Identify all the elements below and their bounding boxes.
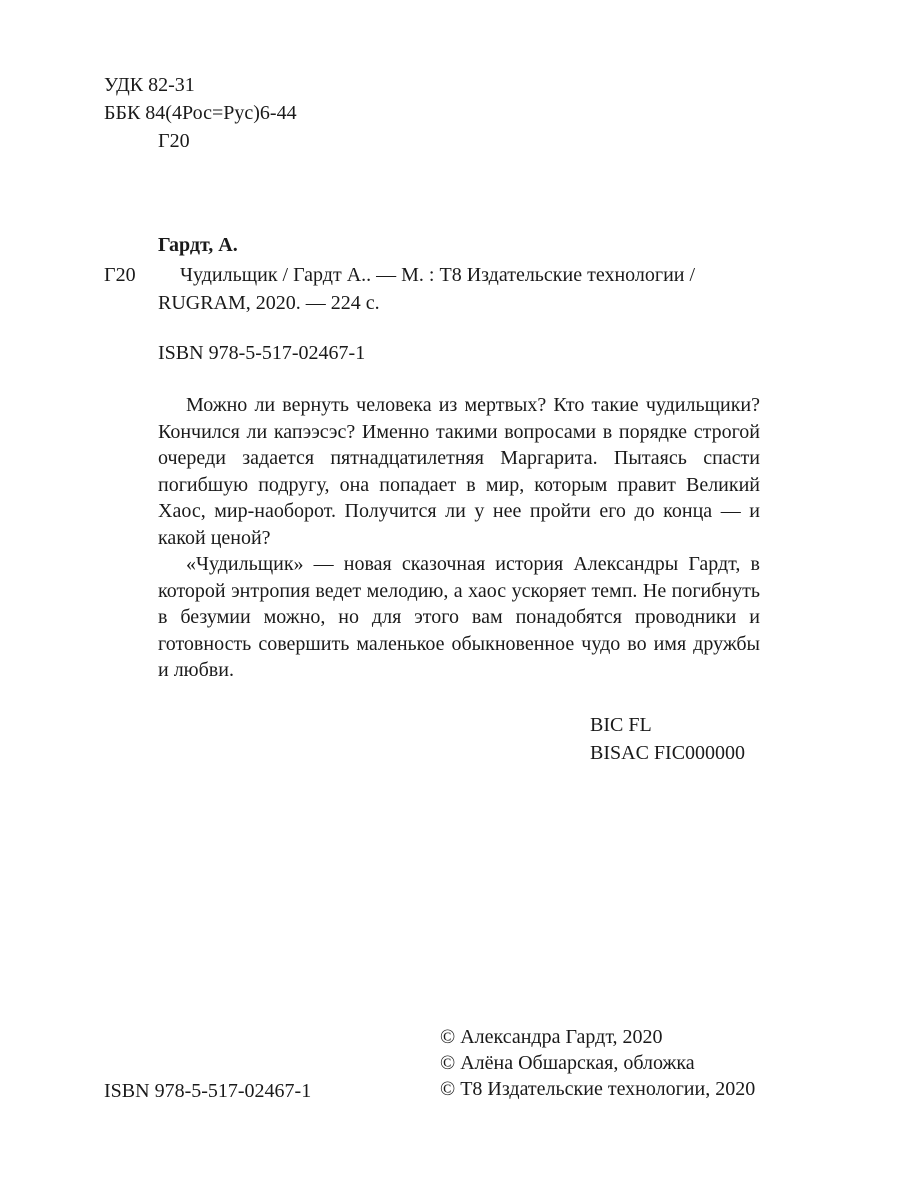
copyright-cover: © Алёна Обшарская, обложка: [440, 1052, 695, 1074]
citation-line-2: RUGRAM, 2020. — 224 с.: [158, 292, 380, 314]
citation-line-1: Чудильщик / Гардт А.. — М. : Т8 Издательские технологии /: [180, 264, 696, 286]
annotation-paragraph-2: «Чудильщик» — новая сказочная история Александры Гардт, в которой энтропия ведет мелодию, а хаос ускоряет темп. Не погибнуть в безумии можно, но для этого вам понадобятся проводники и готовность совершить маленькое обыкновенное чудо во имя дружбы и любви.: [158, 553, 760, 681]
bbk-code: ББК 84(4Рос=Рус)6-44: [104, 102, 297, 124]
annotation: [158, 392, 760, 684]
isbn-bottom: ISBN 978-5-517-02467-1: [104, 1080, 312, 1102]
copyright-author: © Александра Гардт, 2020: [440, 1026, 663, 1048]
annotation-paragraph-1: Можно ли вернуть человека из мертвых? Кто такие чудильщики? Кончился ли капээсэс? Именно такими вопросами в порядке строгой очереди задается пятнадцатилетняя Маргарита. Пытаясь спасти погибшую подругу, она попадает в мир, которым правит Великий Хаос, мир-наоборот. Получится ли у нее пройти его до конца — и какой ценой?: [158, 394, 760, 549]
copyright-publisher: © Т8 Издательские технологии, 2020: [440, 1078, 756, 1100]
bic-code: BIC FL: [590, 714, 652, 736]
bisac-code: BISAC FIC000000: [590, 742, 746, 764]
cutter-code-left: Г20: [104, 264, 136, 286]
udk-code: УДК 82-31: [104, 74, 195, 96]
cutter-code-top: Г20: [158, 130, 190, 152]
author-heading: Гардт, А.: [158, 234, 238, 256]
copyright-block: [440, 1024, 755, 1102]
isbn-main: ISBN 978-5-517-02467-1: [158, 342, 366, 364]
